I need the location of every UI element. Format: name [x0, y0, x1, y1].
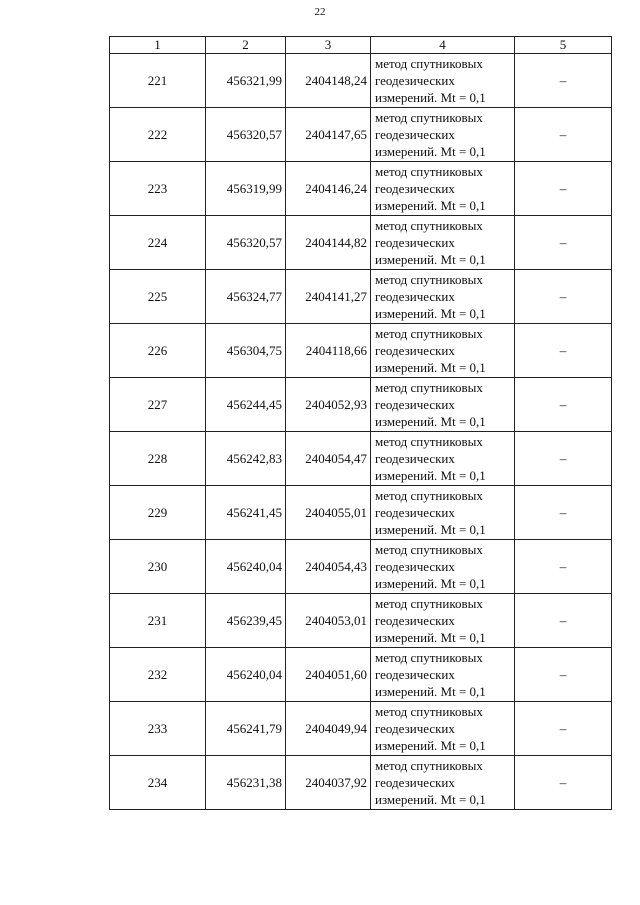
header-col-5: 5 — [515, 37, 612, 54]
y-coordinate-cell: 2404053,01 — [286, 594, 371, 648]
method-line: измерений. Mt = 0,1 — [375, 198, 486, 213]
y-coordinate-cell: 2404052,93 — [286, 378, 371, 432]
x-coordinate-cell: 456240,04 — [206, 540, 286, 594]
note-cell: – — [515, 648, 612, 702]
method-line: геодезических — [375, 559, 455, 574]
method-cell — [371, 378, 515, 432]
table-row — [110, 108, 612, 162]
note-cell: – — [515, 270, 612, 324]
point-number-cell: 223 — [110, 162, 206, 216]
x-coordinate-cell: 456321,99 — [206, 54, 286, 108]
y-coordinate-cell: 2404148,24 — [286, 54, 371, 108]
method-line: геодезических — [375, 721, 455, 736]
method-cell — [371, 648, 515, 702]
y-coordinate-cell: 2404037,92 — [286, 756, 371, 810]
point-number-cell: 233 — [110, 702, 206, 756]
method-line: метод спутниковых — [375, 542, 483, 557]
x-coordinate-cell: 456320,57 — [206, 216, 286, 270]
x-coordinate-cell: 456324,77 — [206, 270, 286, 324]
x-coordinate-cell: 456304,75 — [206, 324, 286, 378]
method-line: измерений. Mt = 0,1 — [375, 792, 486, 807]
y-coordinate-cell: 2404144,82 — [286, 216, 371, 270]
method-cell — [371, 432, 515, 486]
method-line: метод спутниковых — [375, 596, 483, 611]
point-number-cell: 225 — [110, 270, 206, 324]
method-line: метод спутниковых — [375, 272, 483, 287]
method-line: геодезических — [375, 505, 455, 520]
method-cell — [371, 216, 515, 270]
method-line: измерений. Mt = 0,1 — [375, 414, 486, 429]
page-number: 22 — [314, 6, 326, 18]
method-line: метод спутниковых — [375, 758, 483, 773]
y-coordinate-cell: 2404054,47 — [286, 432, 371, 486]
header-row — [110, 37, 612, 54]
method-line: геодезических — [375, 343, 455, 358]
table-header — [110, 37, 612, 54]
method-line: измерений. Mt = 0,1 — [375, 360, 486, 375]
method-line: геодезических — [375, 235, 455, 250]
note-cell: – — [515, 702, 612, 756]
point-number-cell: 228 — [110, 432, 206, 486]
table-body — [110, 54, 612, 810]
note-cell: – — [515, 54, 612, 108]
table-row — [110, 702, 612, 756]
method-line: геодезических — [375, 451, 455, 466]
x-coordinate-cell: 456241,45 — [206, 486, 286, 540]
y-coordinate-cell: 2404147,65 — [286, 108, 371, 162]
method-line: геодезических — [375, 73, 455, 88]
method-line: метод спутниковых — [375, 218, 483, 233]
method-line: метод спутниковых — [375, 326, 483, 341]
y-coordinate-cell: 2404118,66 — [286, 324, 371, 378]
method-line: геодезических — [375, 667, 455, 682]
method-line: измерений. Mt = 0,1 — [375, 144, 486, 159]
point-number-cell: 230 — [110, 540, 206, 594]
x-coordinate-cell: 456239,45 — [206, 594, 286, 648]
x-coordinate-cell: 456320,57 — [206, 108, 286, 162]
method-line: геодезических — [375, 397, 455, 412]
method-cell — [371, 54, 515, 108]
note-cell: – — [515, 594, 612, 648]
method-cell — [371, 702, 515, 756]
note-cell: – — [515, 378, 612, 432]
table-row — [110, 756, 612, 810]
method-line: геодезических — [375, 181, 455, 196]
note-cell: – — [515, 162, 612, 216]
note-cell: – — [515, 432, 612, 486]
method-cell — [371, 540, 515, 594]
point-number-cell: 226 — [110, 324, 206, 378]
note-cell: – — [515, 324, 612, 378]
method-line: измерений. Mt = 0,1 — [375, 252, 486, 267]
method-line: метод спутниковых — [375, 704, 483, 719]
table-row — [110, 162, 612, 216]
x-coordinate-cell: 456240,04 — [206, 648, 286, 702]
point-number-cell: 234 — [110, 756, 206, 810]
table-row — [110, 648, 612, 702]
method-line: геодезических — [375, 289, 455, 304]
y-coordinate-cell: 2404146,24 — [286, 162, 371, 216]
method-line: измерений. Mt = 0,1 — [375, 306, 486, 321]
x-coordinate-cell: 456241,79 — [206, 702, 286, 756]
method-cell — [371, 594, 515, 648]
x-coordinate-cell: 456231,38 — [206, 756, 286, 810]
point-number-cell: 222 — [110, 108, 206, 162]
point-number-cell: 221 — [110, 54, 206, 108]
table-row — [110, 270, 612, 324]
x-coordinate-cell: 456242,83 — [206, 432, 286, 486]
note-cell: – — [515, 216, 612, 270]
point-number-cell: 229 — [110, 486, 206, 540]
header-col-1: 1 — [110, 37, 206, 54]
method-line: метод спутниковых — [375, 110, 483, 125]
method-line: геодезических — [375, 775, 455, 790]
method-cell — [371, 108, 515, 162]
table-row — [110, 486, 612, 540]
method-cell — [371, 270, 515, 324]
note-cell: – — [515, 756, 612, 810]
method-line: метод спутниковых — [375, 164, 483, 179]
method-line: геодезических — [375, 127, 455, 142]
point-number-cell: 224 — [110, 216, 206, 270]
coordinates-table — [109, 36, 612, 810]
method-line: измерений. Mt = 0,1 — [375, 576, 486, 591]
method-line: измерений. Mt = 0,1 — [375, 738, 486, 753]
point-number-cell: 232 — [110, 648, 206, 702]
note-cell: – — [515, 540, 612, 594]
header-col-2: 2 — [206, 37, 286, 54]
method-line: метод спутниковых — [375, 650, 483, 665]
header-col-3: 3 — [286, 37, 371, 54]
method-line: метод спутниковых — [375, 56, 483, 71]
method-cell — [371, 486, 515, 540]
table-row — [110, 54, 612, 108]
method-cell — [371, 756, 515, 810]
x-coordinate-cell: 456319,99 — [206, 162, 286, 216]
table-row — [110, 432, 612, 486]
method-line: метод спутниковых — [375, 434, 483, 449]
note-cell: – — [515, 108, 612, 162]
table-row — [110, 594, 612, 648]
method-cell — [371, 162, 515, 216]
table-row — [110, 378, 612, 432]
method-line: метод спутниковых — [375, 380, 483, 395]
point-number-cell: 231 — [110, 594, 206, 648]
y-coordinate-cell: 2404051,60 — [286, 648, 371, 702]
y-coordinate-cell: 2404049,94 — [286, 702, 371, 756]
header-col-4: 4 — [371, 37, 515, 54]
method-line: измерений. Mt = 0,1 — [375, 630, 486, 645]
method-line: геодезических — [375, 613, 455, 628]
table-row — [110, 216, 612, 270]
note-cell: – — [515, 486, 612, 540]
method-line: измерений. Mt = 0,1 — [375, 90, 486, 105]
y-coordinate-cell: 2404141,27 — [286, 270, 371, 324]
method-line: метод спутниковых — [375, 488, 483, 503]
y-coordinate-cell: 2404054,43 — [286, 540, 371, 594]
point-number-cell: 227 — [110, 378, 206, 432]
method-line: измерений. Mt = 0,1 — [375, 522, 486, 537]
method-cell — [371, 324, 515, 378]
y-coordinate-cell: 2404055,01 — [286, 486, 371, 540]
x-coordinate-cell: 456244,45 — [206, 378, 286, 432]
table-row — [110, 324, 612, 378]
method-line: измерений. Mt = 0,1 — [375, 684, 486, 699]
table-row — [110, 540, 612, 594]
method-line: измерений. Mt = 0,1 — [375, 468, 486, 483]
